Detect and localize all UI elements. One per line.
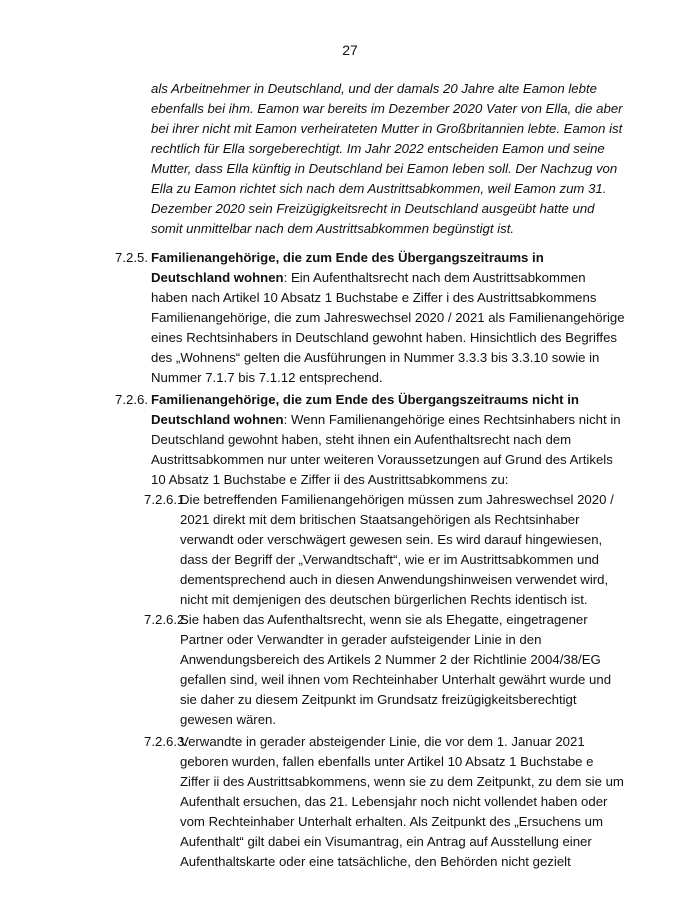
subsection-text: Verwandte in gerader absteigender Linie, die vor dem 1. Januar 2021 geboren wurden, fallen ebenfalls unter Artikel 10 Absatz 1 Buchstabe e Ziffer ii des Austrittsabkommens, wenn sie zu dem Zeitpunkt, zu dem sie um Aufenthalt ersuchen, das 21. Lebensjahr noch nicht vollendet haben oder vom Rechteinhaber Unterhalt erhalten. Als Zeitpunkt des „Ersuchens um Aufenthalt“ gilt dabei ein Visumantrag, ein Antrag auf Ausstellung einer Aufenthaltskarte oder eine tatsächliche, den Behörden nicht gezielt [180, 734, 624, 869]
section-body: : Wenn Familienangehörige eines Rechtsinhabers nicht in Deutschland gewohnt haben, steht ihnen ein Aufenthaltsrecht nach dem Austrittsabkommen nur unter weiteren Voraussetzungen auf Grund des Artikels 10 Absatz 1 Buchstabe e Ziffer ii des Austrittsabkommens zu: [151, 412, 621, 487]
subsection-text: Sie haben das Aufenthaltsrecht, wenn sie als Ehegatte, eingetragener Partner oder Verwandter in gerader aufsteigender Linie in den Anwendungsbereich des Artikels 2 Nummer 2 der Richtlinie 2004/38/EG gefallen sind, weil ihnen vom Rechteinhaber Unterhalt gewährt wurde und sie daher zu diesem Zeitpunkt im Grundsatz freizügigkeitsberechtigt gewesen wären. [180, 612, 612, 727]
subsection-number: 7.2.6.3. [144, 734, 188, 749]
section-7-2-6 [115, 390, 625, 490]
subsection-text: Die betreffenden Familienangehörigen müssen zum Jahreswechsel 2020 / 2021 direkt mit dem britischen Staatsangehörigen als Rechtsinhaber verwandt oder verschwägert gewesen sein. Es wird darauf hingewiesen, dass der Begriff der „Verwandtschaft“, wie er im Austrittsabkommen und dementsprechend auch in diesen Anwendungshinweisen verwendet wird, nicht mit demjenigen des deutschen bürgerlichen Rechts identisch ist. [180, 492, 614, 607]
section-heading: Familienangehörige, die zum Ende des Übergangszeitraums nicht in Deutschland wohnen [151, 392, 579, 427]
subsection-7-2-6-2 [144, 610, 625, 730]
section-number: 7.2.5. [115, 250, 148, 265]
subsection-number: 7.2.6.2. [144, 612, 188, 627]
page-number: 27 [342, 42, 358, 58]
section-7-2-5 [115, 248, 625, 388]
intro-example-paragraph: als Arbeitnehmer in Deutschland, und der damals 20 Jahre alte Eamon lebte ebenfalls bei ihm. Eamon war bereits im Dezember 2020 Vater von Ella, die aber bei ihrer nicht mit Eamon verheirateten Mutter in Großbritannien lebte. Eamon ist rechtlich für Ella sorgeberechtigt. Im Jahr 2022 entscheiden Eamon und seine Mutter, dass Ella künftig in Deutschland bei Eamon leben soll. Der Nachzug von Ella zu Eamon richtet sich nach dem Austrittsabkommen, weil Eamon zum 31. Dezember 2020 sein Freizügigkeitsrecht in Deutschland ausgeübt hatte und somit unmittelbar nach dem Austrittsabkommen begünstigt ist. [151, 81, 623, 236]
subsection-7-2-6-3 [144, 732, 625, 872]
subsection-7-2-6-1 [144, 490, 625, 610]
section-number: 7.2.6. [115, 392, 148, 407]
document-body [115, 79, 625, 872]
section-heading: Familienangehörige, die zum Ende des Übergangszeitraums in Deutschland wohnen [151, 250, 544, 285]
subsection-number: 7.2.6.1. [144, 492, 188, 507]
section-body: : Ein Aufenthaltsrecht nach dem Austrittsabkommen haben nach Artikel 10 Absatz 1 Buchstabe e Ziffer i des Austrittsabkommens Familienangehörige, die zum Jahreswechsel 2020 / 2021 als Familienangehörige eines Rechtsinhabers in Deutschland gewohnt haben. Hinsichtlich des Begriffes des „Wohnens“ gelten die Ausführungen in Nummer 3.3.3 bis 3.3.10 sowie in Nummer 7.1.7 bis 7.1.12 entsprechend. [151, 270, 625, 385]
